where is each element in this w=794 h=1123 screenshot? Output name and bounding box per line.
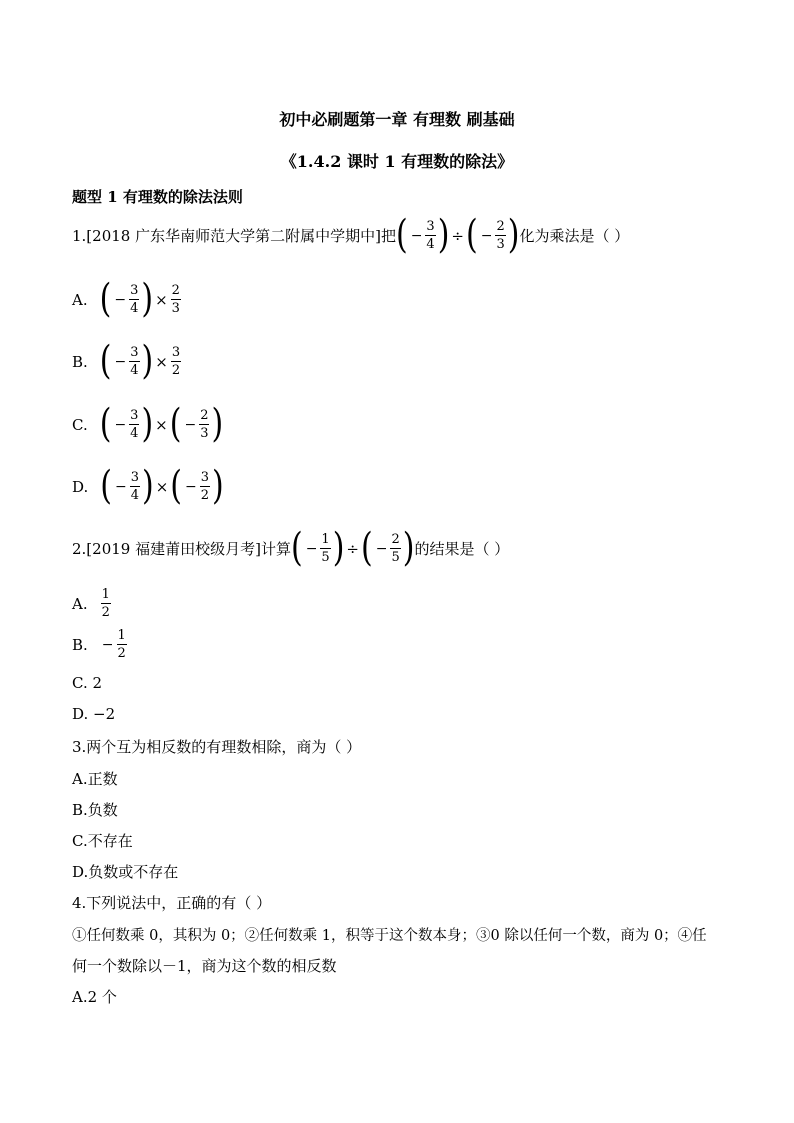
page-title: 初中必刷题第一章 有理数 刷基础 [279, 110, 515, 129]
question-1-option-d: D. ( − $\frac{3}{4}$ ) × ( − $\frac{3}{2}$ ) [72, 463, 224, 509]
paren-group: ( − $\frac{3}{4}$ ) [395, 212, 450, 258]
question-1-prefix: 1.[2018 广东华南师范大学第二附属中学期中]把 [72, 227, 396, 245]
question-3-option-b: B.负数 [72, 801, 118, 819]
question-3-option-d: D.负数或不存在 [72, 863, 179, 881]
question-2-option-b: B. − $\frac{1}{2}$ [72, 628, 126, 661]
paren-group: ( − $\frac{2}{3}$ ) [466, 212, 520, 258]
question-1-stem: 1.[2018 广东华南师范大学第二附属中学期中]把 ( − $\frac{3}{4}$ ) ÷ ( − $\frac{2}{3}$ ) 化为乘法是（ ） [72, 212, 630, 258]
fraction: $\frac{3}{4}$ [426, 219, 435, 252]
question-4-statements-line-1: ①任何数乘 0，其积为 0；②任何数乘 1，积等于这个数本身；③0 除以任何一个数，商为 0；④任 [72, 928, 707, 944]
question-4-statements-line-2: 何一个数除以－1，商为这个数的相反数 [72, 957, 337, 975]
question-3-stem: 3.两个互为相反数的有理数相除，商为（ ） [72, 738, 362, 756]
question-3-option-c: C.不存在 [72, 832, 133, 850]
question-1-option-b: B. ( − $\frac{3}{4}$ ) × $\frac{3}{2}$ [72, 338, 181, 384]
question-2-option-a: A. $\frac{1}{2}$ [72, 587, 110, 620]
section-heading: 题型 1 有理数的除法法则 [72, 188, 243, 206]
question-1-suffix: 化为乘法是（ ） [519, 227, 630, 245]
question-2-option-d: D. −2 [72, 705, 116, 723]
question-2-option-c: C. 2 [72, 674, 103, 692]
question-2-stem: 2.[2019 福建莆田校级月考]计算 ( − $\frac{1}{5}$ ) ÷ ( − $\frac{2}{5}$ ) 的结果是（ ） [72, 525, 510, 571]
question-4-option-a: A.2 个 [72, 988, 117, 1006]
page-subtitle: 《1.4.2 课时 1 有理数的除法》 [280, 152, 514, 171]
question-4-stem: 4.下列说法中，正确的有（ ） [72, 894, 272, 912]
question-3-option-a: A.正数 [72, 770, 118, 788]
fraction: $\frac{2}{3}$ [496, 219, 505, 252]
question-1-option-a: A. ( − $\frac{3}{4}$ ) × $\frac{2}{3}$ [72, 276, 180, 322]
question-1-option-c: C. ( − $\frac{3}{4}$ ) × ( − $\frac{2}{3}$ ) [72, 401, 224, 447]
